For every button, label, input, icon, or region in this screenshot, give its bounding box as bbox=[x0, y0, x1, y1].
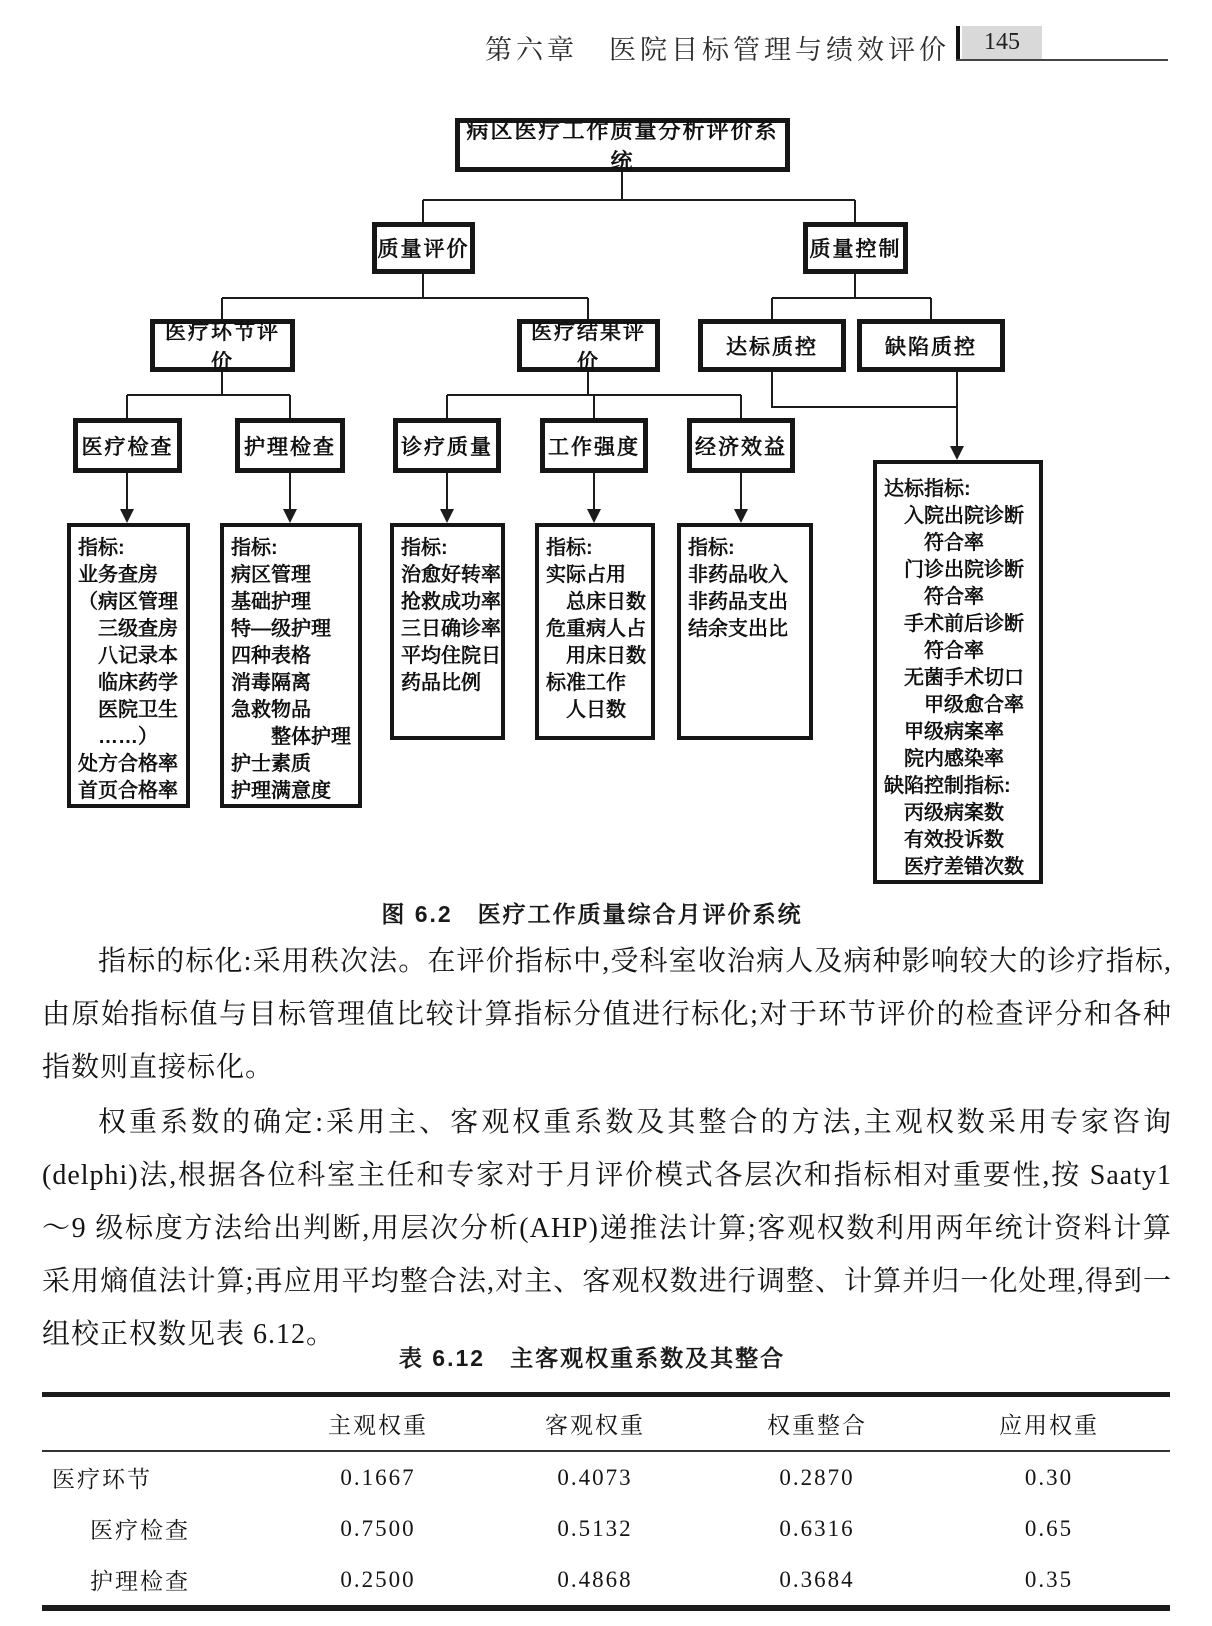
node-root: 病区医疗工作质量分析评价系统 bbox=[455, 118, 790, 172]
figure-caption: 图 6.2 医疗工作质量综合月评价系统 bbox=[381, 901, 803, 927]
node-economic-benefit: 经济效益 bbox=[687, 418, 795, 473]
table-header-row bbox=[42, 1397, 1170, 1450]
node-treatment-quality: 诊疗质量 bbox=[393, 418, 501, 473]
leaf-medical-check-indicators: 指标: 业务查房 （病区管理 三级查房 八记录本 临床药学 医院卫生 ……） 处方合格率 首页合格率 bbox=[67, 523, 190, 808]
cell-value: 0.4073 bbox=[557, 1464, 633, 1490]
table-row bbox=[42, 1503, 1170, 1554]
leaf-economic-benefit-indicators: 指标: 非药品收入 非药品支出 结余支出比 bbox=[677, 523, 813, 740]
paragraph-weight-coefficients: 权重系数的确定:采用主、客观权重系数及其整合的方法,主观权数采用专家咨询(delphi)法,根据各位科室主任和专家对于月评价模式各层次和指标相对重要性,按 Saaty1～9 级标度方法给出判断,用层次分析(AHP)递推法计算;客观权数利用两年统计资料计算采用熵值法计算;再应用平均整合法,对主、客观权数进行调整、计算并归一化处理,得到一组校正权数见表 6.12。 bbox=[42, 1107, 1172, 1350]
chapter-title: 第六章 医院目标管理与绩效评价 bbox=[485, 35, 950, 65]
cell-value: 0.1667 bbox=[340, 1464, 416, 1490]
cell-value: 0.4868 bbox=[557, 1566, 633, 1592]
node-quality-control: 质量控制 bbox=[803, 222, 908, 274]
cell-value: 0.30 bbox=[1024, 1464, 1074, 1490]
cell-value: 0.7500 bbox=[340, 1515, 416, 1541]
table-header-applied: 应用权重 bbox=[999, 1413, 1099, 1438]
node-result-evaluation: 医疗结果评价 bbox=[517, 319, 660, 372]
cell-value: 0.3684 bbox=[779, 1566, 855, 1592]
leaf-work-intensity-indicators: 指标: 实际占用 总床日数 危重病人占 用床日数 标准工作 人日数 bbox=[535, 523, 655, 740]
table-header-integrated: 权重整合 bbox=[767, 1413, 867, 1438]
cell-value: 0.2500 bbox=[340, 1566, 416, 1592]
leaf-qc-indicators: 达标指标: 入院出院诊断 符合率 门诊出院诊断 符合率 手术前后诊断 符合率 无菌手术切口 甲级愈合率 甲级病案率 院内感染率 缺陷控制指标: 丙级病案数 有效投诉数 医疗差错次数 bbox=[873, 460, 1043, 884]
node-work-intensity: 工作强度 bbox=[540, 418, 648, 473]
row-label: 护理检查 bbox=[90, 1569, 190, 1594]
cell-value: 0.65 bbox=[1024, 1515, 1074, 1541]
table-6-12 bbox=[42, 1392, 1170, 1611]
row-label: 医疗环节 bbox=[52, 1467, 152, 1492]
node-defect-qc: 缺陷质控 bbox=[857, 319, 1005, 372]
cell-value: 0.35 bbox=[1024, 1566, 1074, 1592]
leaf-nursing-check-indicators: 指标: 病区管理 基础护理 特—级护理 四种表格 消毒隔离 急救物品 整体护理 护士素质 护理满意度 bbox=[220, 523, 362, 808]
table-row bbox=[42, 1554, 1170, 1605]
cell-value: 0.2870 bbox=[779, 1464, 855, 1490]
table-rule-bottom bbox=[42, 1605, 1170, 1611]
table-header-subjective: 主观权重 bbox=[328, 1413, 428, 1438]
node-nursing-check: 护理检查 bbox=[235, 418, 345, 473]
node-quality-evaluation: 质量评价 bbox=[372, 222, 475, 274]
cell-value: 0.6316 bbox=[779, 1515, 855, 1541]
node-standard-qc: 达标质控 bbox=[698, 319, 846, 372]
leaf-treatment-quality-indicators: 指标: 治愈好转率 抢救成功率 三日确诊率 平均住院日 药品比例 bbox=[390, 523, 505, 740]
cell-value: 0.5132 bbox=[557, 1515, 633, 1541]
page-number: 145 bbox=[962, 26, 1042, 59]
node-medical-check: 医疗检查 bbox=[73, 418, 182, 473]
table-header-objective: 客观权重 bbox=[545, 1413, 645, 1438]
paragraph-standardization: 指标的标化:采用秩次法。在评价指标中,受科室收治病人及病种影响较大的诊疗指标,由原始指标值与目标管理值比较计算指标分值进行标化;对于环节评价的检查评分和各种指数则直接标化。 bbox=[42, 946, 1172, 1083]
table-row bbox=[42, 1452, 1170, 1503]
row-label: 医疗检查 bbox=[90, 1518, 190, 1543]
table-caption: 表 6.12 主客观权重系数及其整合 bbox=[398, 1345, 786, 1371]
node-process-evaluation: 医疗环节评价 bbox=[150, 319, 295, 372]
